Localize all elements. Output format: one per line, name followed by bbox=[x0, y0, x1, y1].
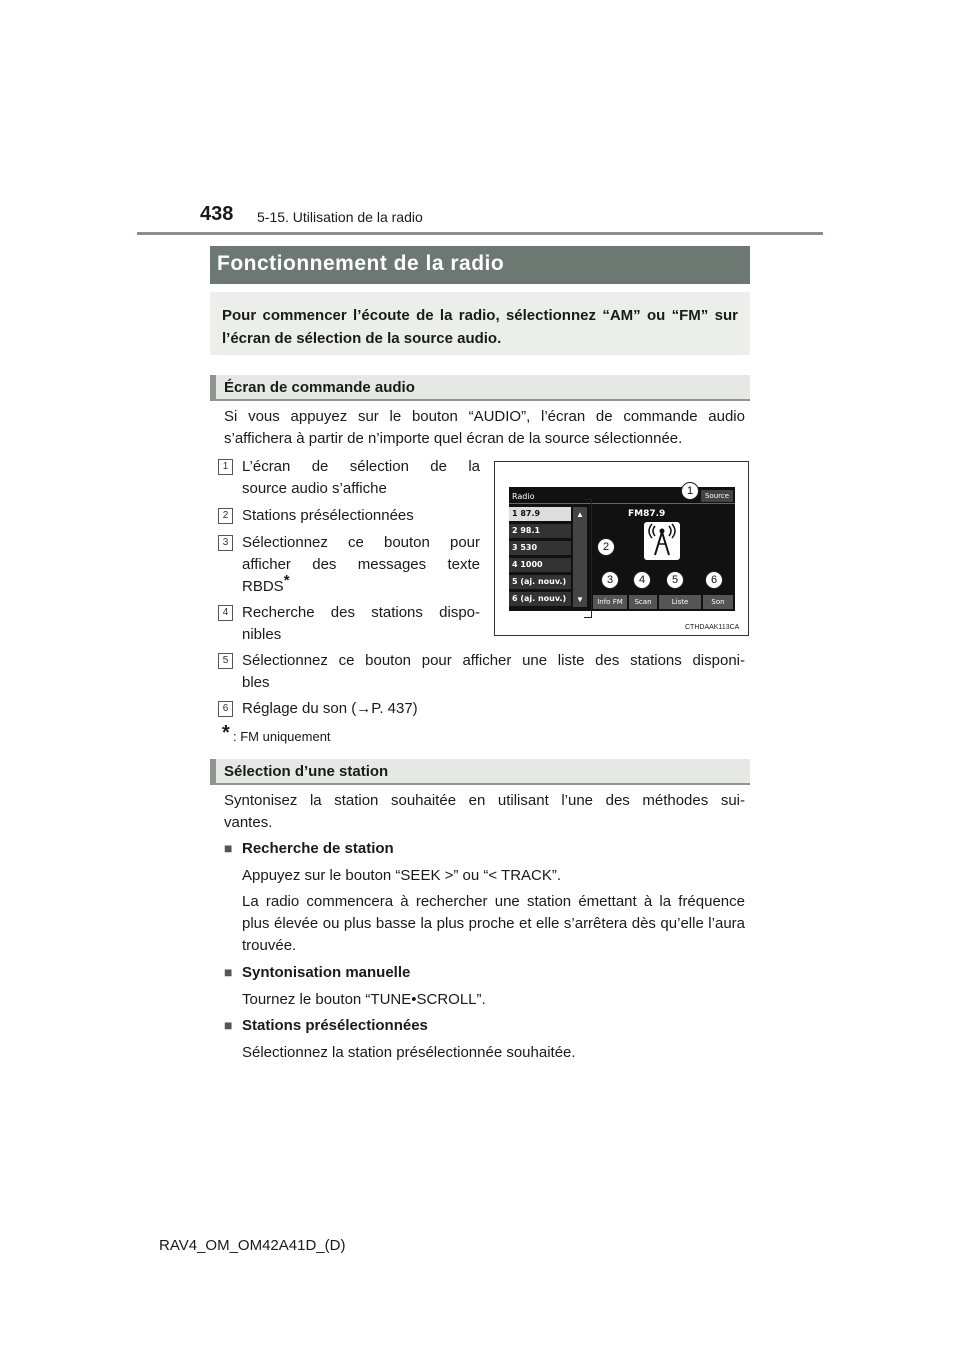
footnote-asterisk: * bbox=[222, 722, 230, 744]
sub-text: Tournez le bouton “TUNE•SCROLL”. bbox=[242, 991, 486, 1008]
info-fm-button[interactable]: Info FM bbox=[593, 595, 627, 609]
section-title-bar bbox=[210, 246, 750, 284]
bullet-square: ■ bbox=[224, 840, 233, 856]
callout-number: 3 bbox=[218, 535, 233, 551]
callout-circle: 3 bbox=[601, 571, 619, 589]
item-text: nibles bbox=[242, 626, 282, 643]
station-select-description: vantes. bbox=[224, 814, 273, 831]
intro-text: Pour commencer l’écoute de la radio, sélectionnez “AM” ou “FM” sur l’écran de sélection de la source audio. bbox=[222, 307, 738, 347]
callout-number: 5 bbox=[218, 653, 233, 669]
item-text: L’écran de sélection de la bbox=[242, 458, 480, 475]
item-text: Stations présélectionnées bbox=[242, 507, 414, 524]
page-title: Fonctionnement de la radio bbox=[217, 252, 505, 275]
footer-code: RAV4_OM_OM42A41D_(D) bbox=[159, 1237, 346, 1254]
scroll-down-icon[interactable]: ▼ bbox=[576, 595, 584, 604]
page-number: 438 bbox=[200, 203, 234, 225]
asterisk-mark: * bbox=[283, 572, 290, 589]
callout-number: 4 bbox=[218, 605, 233, 621]
scroll-up-icon[interactable]: ▲ bbox=[576, 510, 584, 519]
item-text bbox=[242, 572, 290, 598]
frequency-display: FM87.9 bbox=[628, 509, 666, 519]
screen-divider bbox=[509, 503, 735, 504]
callout-circle: 2 bbox=[597, 538, 615, 556]
sub-text: Sélectionnez la station présélectionnée souhaitée. bbox=[242, 1044, 576, 1061]
sub-heading: Syntonisation manuelle bbox=[242, 964, 411, 981]
station-list-button[interactable]: Liste stations bbox=[659, 595, 701, 609]
preset-item[interactable]: 2 98.1 bbox=[509, 524, 571, 538]
sub-heading: Recherche de station bbox=[242, 840, 394, 857]
bullet-square: ■ bbox=[224, 1017, 233, 1033]
preset-item[interactable]: 1 87.9 bbox=[509, 507, 571, 521]
section-heading-station-select bbox=[210, 759, 750, 785]
preset-item[interactable]: 6 (aj. nouv.) bbox=[509, 592, 571, 606]
item-text: Sélectionnez ce bouton pour afficher une liste des stations disponi- bbox=[242, 652, 745, 669]
item-text: Recherche des stations dispo- bbox=[242, 604, 480, 621]
footnote-text: : FM uniquement bbox=[233, 729, 331, 744]
item-text: bles bbox=[242, 674, 270, 691]
preset-item[interactable]: 3 530 bbox=[509, 541, 571, 555]
item-text-rbds: RBDS bbox=[242, 578, 284, 595]
preset-item[interactable]: 4 1000 bbox=[509, 558, 571, 572]
item-text: Sélectionnez ce bouton pour bbox=[242, 534, 480, 551]
callout-circle: 6 bbox=[705, 571, 723, 589]
preset-bracket bbox=[584, 499, 592, 618]
callout-number: 1 bbox=[218, 459, 233, 475]
callout-number: 6 bbox=[218, 701, 233, 717]
radio-screen bbox=[509, 487, 735, 620]
bullet-square: ■ bbox=[224, 964, 233, 980]
callout-circle: 4 bbox=[633, 571, 651, 589]
audio-screen-description: Si vous appuyez sur le bouton “AUDIO”, l’écran de commande audio s’affichera à partir de n’importe quel écran de la source sélectionnée. bbox=[224, 408, 745, 447]
chapter-title: 5-15. Utilisation de la radio bbox=[257, 209, 423, 225]
header-rule bbox=[137, 232, 823, 235]
station-select-description: Syntonisez la station souhaitée en utilisant l’une des méthodes sui- bbox=[224, 792, 745, 809]
sub-text: La radio commencera à rechercher une station émettant à la fréquence plus élevée ou plus basse la plus proche et elle s’arrêtera dès qu’elle l’aura trouvée. bbox=[242, 893, 745, 954]
section-heading-text: Sélection d’une station bbox=[224, 763, 389, 780]
sound-button[interactable]: Son bbox=[703, 595, 733, 609]
item-text: afficher des messages texte bbox=[242, 556, 480, 573]
section-heading-text: Écran de commande audio bbox=[224, 379, 415, 396]
preset-list bbox=[509, 507, 573, 609]
figure-code: CTHDAAK113CA bbox=[685, 624, 740, 631]
callout-number: 2 bbox=[218, 508, 233, 524]
callout-circle: 1 bbox=[681, 482, 699, 500]
radio-tower-icon bbox=[644, 522, 680, 560]
callout-circle: 5 bbox=[666, 571, 684, 589]
source-button[interactable]: Source bbox=[701, 490, 733, 502]
item-text: Réglage du son (→P. 437) bbox=[242, 700, 418, 717]
intro-box bbox=[210, 292, 750, 355]
sub-heading: Stations présélectionnées bbox=[242, 1017, 428, 1034]
screen-title: Radio bbox=[512, 492, 535, 501]
section-heading-audio-screen bbox=[210, 375, 750, 401]
scan-button[interactable]: Scan bbox=[629, 595, 657, 609]
sub-text: Appuyez sur le bouton “SEEK >” ou “< TRACK”. bbox=[242, 867, 562, 884]
item-text: source audio s’affiche bbox=[242, 480, 387, 497]
preset-item[interactable]: 5 (aj. nouv.) bbox=[509, 575, 571, 589]
